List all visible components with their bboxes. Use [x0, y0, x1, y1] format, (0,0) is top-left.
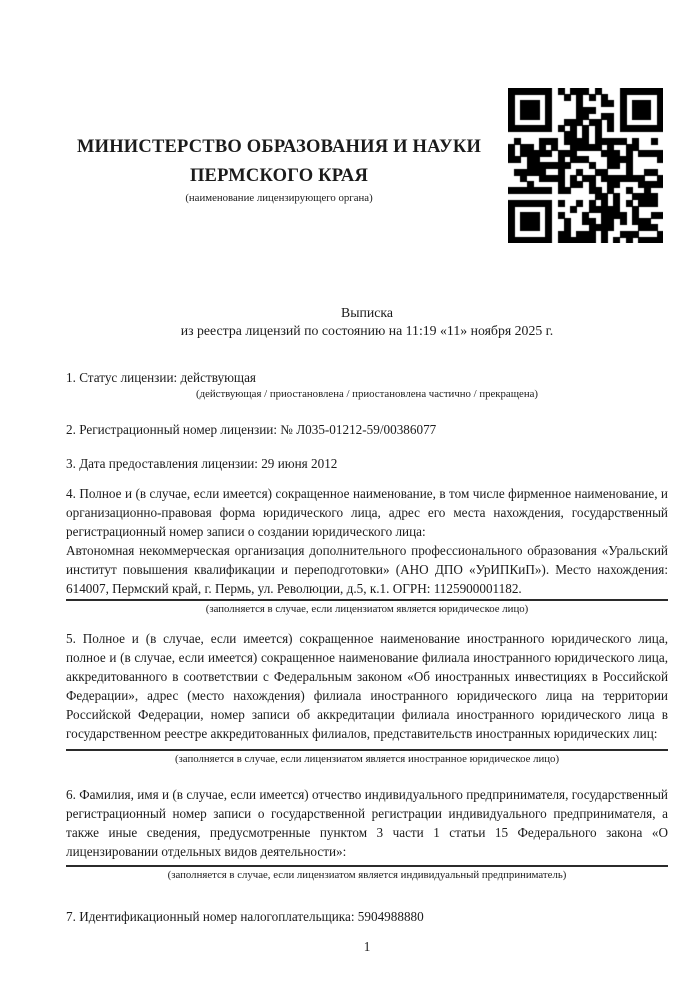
- individual-entrepreneur-rule: [66, 865, 668, 867]
- ministry-name: [66, 133, 492, 191]
- legal-entity-rule: [66, 599, 668, 601]
- field-license-status: 1. Статус лицензии: действующая: [66, 370, 257, 385]
- foreign-entity-rule: [66, 749, 668, 751]
- field-foreign-entity-label: 5. Полное и (в случае, если имеется) сокращенное наименование иностранного юридического лица, полное и (в случае, если имеется) сокращенное наименование филиала иностранного юридического лица, аккредитованного в соответствии с Федеральным законом «Об иностранных инвестициях в Российской Федерации», адрес (место нахождения) филиала иностранного юридического лица на территории Российской Федерации, номер записи об аккредитации филиала иностранного юридического лица в государственном реестре аккредитованных филиалов, представительств иностранных юридических лиц:: [66, 631, 668, 741]
- document-title-line2: из реестра лицензий по состоянию на 11:19 «11» ноября 2025 г.: [180, 323, 554, 338]
- field-individual-entrepreneur-caption: (заполняется в случае, если лицензиатом является индивидуальный предприниматель): [167, 869, 567, 881]
- field-legal-entity-value: Автономная некоммерческая организация дополнительного профессионального образования «Уральский институт повышения квалификации и переподготовки» (АНО ДПО «УрИПКиП»). Место нахождения: 614007, Пермский край, г. Пермь, ул. Революции, д.5, к.1. ОГРН: 1125900001182.: [66, 543, 668, 596]
- licensing-authority-header: [66, 0, 492, 205]
- document-title-line1: Выписка: [341, 305, 393, 320]
- page-number: 1: [363, 939, 371, 954]
- field-foreign-entity-caption: (заполняется в случае, если лицензиатом является иностранное юридическое лицо): [174, 753, 560, 765]
- field-taxpayer-number: 7. Идентификационный номер налогоплательщика: 5904988880: [66, 909, 424, 924]
- field-registration-number: 2. Регистрационный номер лицензии: № Л035-01212-59/00386077: [66, 422, 437, 437]
- field-legal-entity-label: 4. Полное и (в случае, если имеется) сокращенное наименование, в том числе фирменное наименование, и организационно-правовая форма юридического лица, адрес его места нахождения, государственный регистрационный номер записи о создании юридического лица:: [66, 486, 668, 539]
- field-grant-date: 3. Дата предоставления лицензии: 29 июня 2012: [66, 456, 338, 471]
- authority-caption: (наименование лицензирующего органа): [185, 192, 373, 204]
- qr-code: [508, 88, 663, 243]
- ministry-name-line1: МИНИСТЕРСТВО ОБРАЗОВАНИЯ И НАУКИ: [76, 137, 482, 157]
- field-individual-entrepreneur-label: 6. Фамилия, имя и (в случае, если имеется) отчество индивидуального предпринимателя, государственный регистрационный номер записи о государственной регистрации индивидуального предпринимателя, а также иные сведения, предусмотренные пунктом 3 части 1 статьи 15 Федерального закона «О лицензировании отдельных видов деятельности»:: [66, 787, 668, 859]
- field-legal-entity-caption: (заполняется в случае, если лицензиатом является юридическое лицо): [205, 603, 529, 615]
- document-title: [66, 304, 668, 340]
- field-license-status-caption: (действующая / приостановлена / приостановлена частично / прекращена): [196, 388, 538, 400]
- ministry-name-line2: ПЕРМСКОГО КРАЯ: [189, 166, 369, 186]
